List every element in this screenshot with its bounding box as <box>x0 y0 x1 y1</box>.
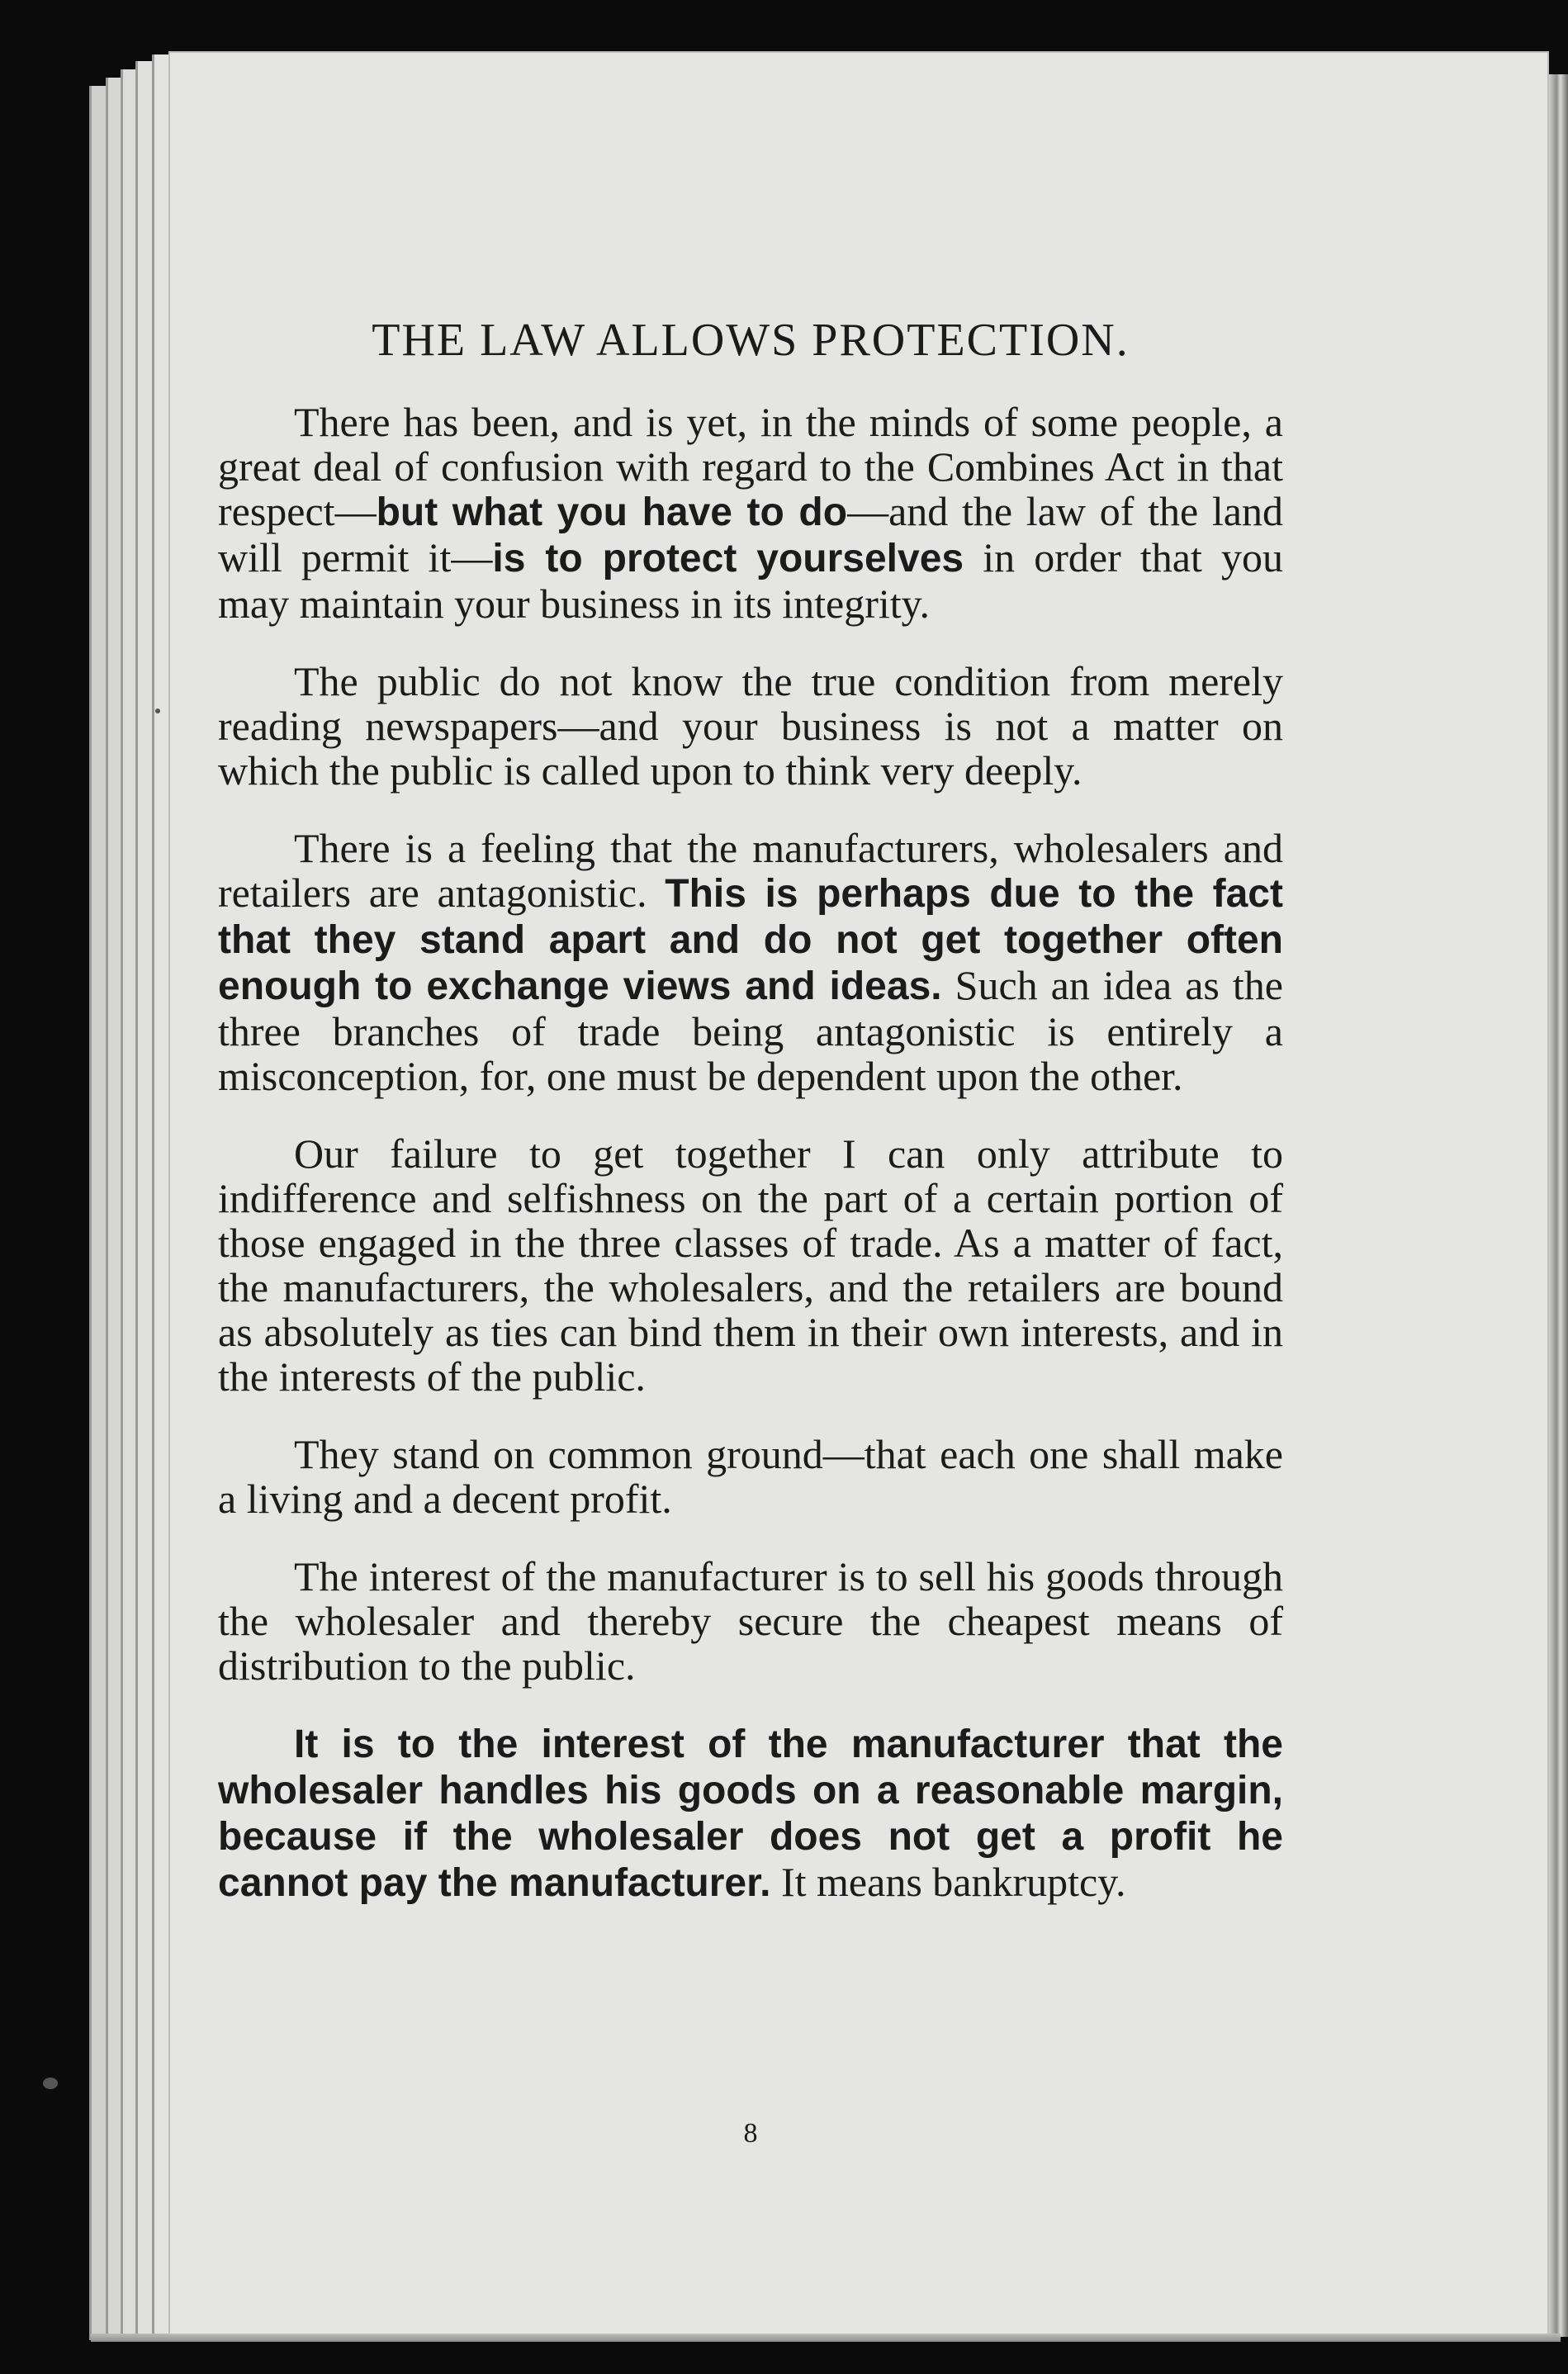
scan-speck <box>155 708 160 713</box>
paragraph <box>218 1721 1283 1906</box>
paragraph <box>218 1131 1283 1399</box>
paragraph <box>218 400 1283 626</box>
text-run: —and the law of the land will permit it— <box>218 488 1283 580</box>
paragraph <box>218 826 1283 1098</box>
text-run: in order that you may maintain your business in its integrity. <box>218 534 1283 627</box>
text-run: There is a feeling that the manufacturers, wholesalers and retailers are antagonistic. <box>218 825 1283 916</box>
body-text <box>218 400 1283 1906</box>
text-run: The public do not know the true condition from merely reading newspapers—and your business is not a matter on which the public is called upon to think very deeply. <box>218 658 1283 794</box>
paragraph <box>218 1554 1283 1688</box>
text-run: It means bankruptcy. <box>770 1859 1126 1905</box>
text-run: The interest of the manufacturer is to sell his goods through the wholesaler and thereby secure the cheapest means of distribution to the public. <box>218 1553 1283 1689</box>
page-title: THE LAW ALLOWS PROTECTION. <box>372 315 1130 366</box>
paragraph <box>218 1432 1283 1521</box>
page-edge-right <box>1549 74 1568 2337</box>
text-run: Our failure to get together I can only attribute to indifference and selfishness on the part of a certain portion of those engaged in the three classes of trade. As a matter of fact, the manufacturers, the wholesalers, and the retailers are bound as absolutely as ties can bind them in their own interests, and in the interests of the public. <box>218 1130 1283 1400</box>
paragraph <box>218 659 1283 793</box>
bold-text-run: is to protect yourselves <box>492 537 964 580</box>
text-run: They stand on common ground—that each one shall make a living and a decent profit. <box>218 1431 1283 1522</box>
page-content <box>218 314 1284 2149</box>
scan-speck <box>43 2078 58 2089</box>
bold-text-run: This is perhaps due to the fact that they stand apart and do not get together often enough to exchange views and ideas. <box>218 872 1283 1008</box>
bold-text-run: It is to the interest of the manufacturer that the wholesaler handles his goods on a reasonable margin, because if the wholesaler does not get a profit he cannot pay the manufacturer. <box>218 1722 1283 1905</box>
text-run: There has been, and is yet, in the minds of some people, a great deal of confusion with regard to the Combines Act in that respect— <box>218 399 1283 534</box>
bold-text-run: but what you have to do <box>376 490 848 534</box>
page-number: 8 <box>743 2118 758 2149</box>
text-run: Such an idea as the three branches of trade being antagonistic is entirely a misconception, for, one must be dependent upon the other. <box>218 962 1284 1099</box>
